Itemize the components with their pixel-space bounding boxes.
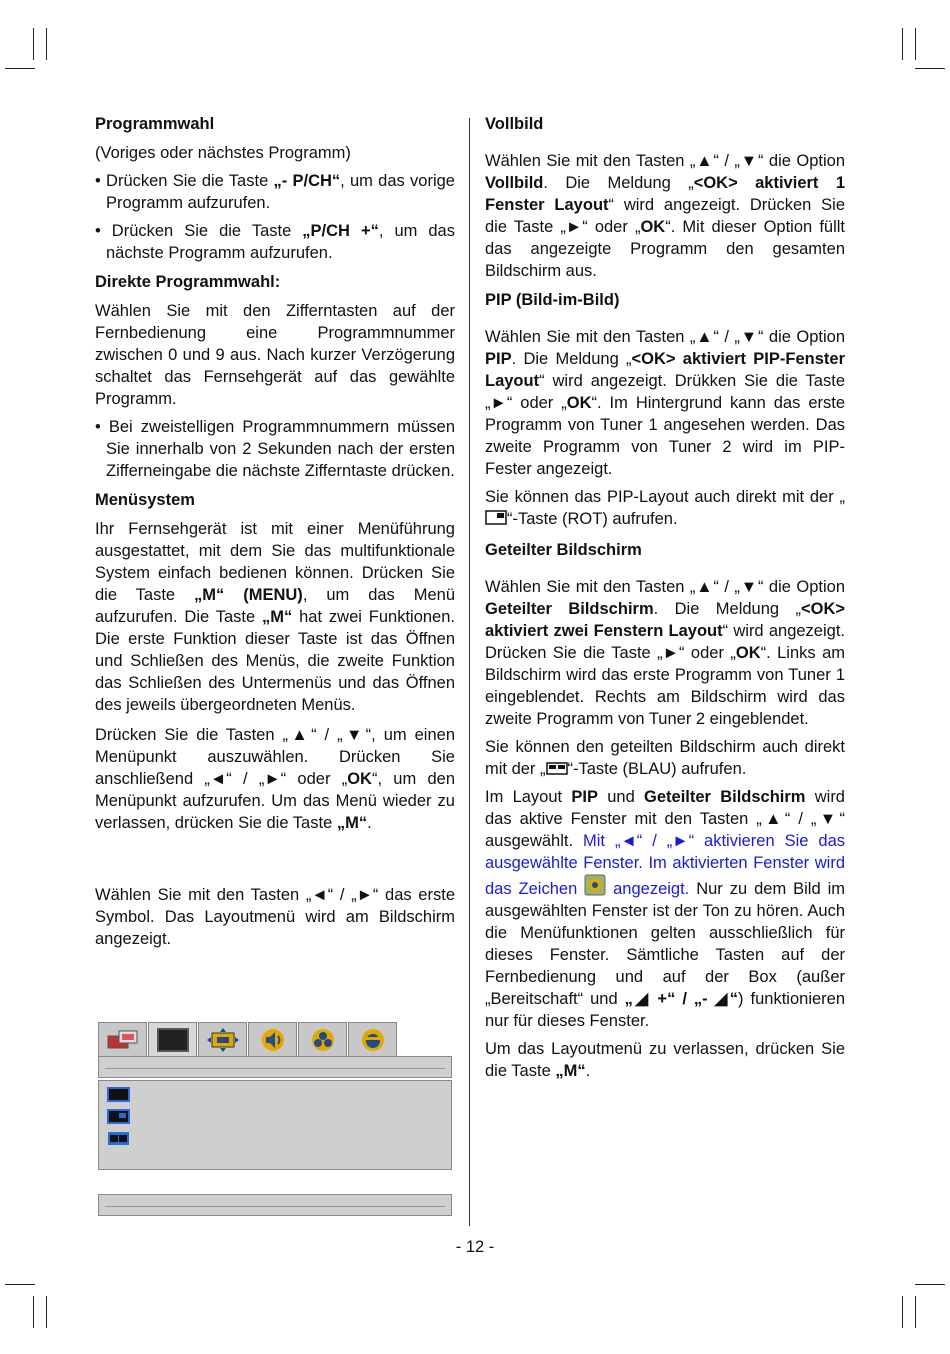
layout-options-panel xyxy=(98,1080,452,1170)
heading-direkte-programmwahl: Direkte Programmwahl: xyxy=(95,273,281,291)
heading-pip: PIP (Bild-im-Bild) xyxy=(485,291,620,309)
exit-layout-paragraph: Um das Layoutmenü zu verlassen, drücken Sie die Taste „M“. xyxy=(485,1040,845,1080)
features-tab-icon xyxy=(298,1022,347,1057)
install-tab-icon xyxy=(348,1022,397,1057)
bullet-prev-program: • Drücken Sie die Taste „- P/CH“, um das vorige Programm aufzurufen. xyxy=(95,172,455,212)
heading-vollbild: Vollbild xyxy=(485,115,544,133)
menu-paragraph-2: Drücken Sie die Tasten „▲“ / „▼“, um einen Menüpunkt auszuwählen. Drücken Sie anschließend „◄“ / „►“ oder „OK“, um den Menüpunkt aufzurufen. Um das Menü wieder zu verlassen, drücken Sie die Taste „M“. xyxy=(95,726,456,832)
split-option-icon xyxy=(107,1131,131,1147)
picture-tab-icon xyxy=(148,1022,197,1057)
active-window-sign-icon xyxy=(584,874,606,896)
layout-tab-icon xyxy=(98,1022,147,1057)
heading-menuesystem: Menüsystem xyxy=(95,491,195,509)
split-key-icon xyxy=(546,762,568,776)
pip-option-icon xyxy=(107,1109,131,1125)
position-tab-icon xyxy=(198,1022,247,1057)
bullet-next-program: • Drücken Sie die Taste „P/CH +“, um das nächste Programm aufzurufen. xyxy=(95,222,455,262)
active-window-paragraph: Im Layout PIP und Geteilter Bildschirm wird das aktive Fenster mit den Tasten „▲“ / „▼“ ausgewählt. Mit „◄“ / „►“ aktivieren Sie das ausgewählte Fenster. Im aktivierten Fenster wird das Zeichen angezeigt. Nur zu dem Bild im ausgewählten Fenster ist der Ton zu hören. Auch die Menüfunktionen gelten ausschließlich für dieses Fenster. Sämtliche Tasten auf der Fernbedienung und auf der Box (außer „Bereitschaft“ und „◢ +“ / „- ◢“) funktionieren nur für dieses Fenster. xyxy=(485,788,846,1030)
left-column xyxy=(95,112,455,956)
menu-paragraph-1: Ihr Fernsehgerät ist mit einer Menüführung ausgestattet, mit dem Sie das multifunktionale System einfach bedienen können. Drücken Sie die Taste „M“ (MENU), um das Menü aufzurufen. Die Taste „M“ hat zwei Funktionen. Die erste Funktion dieser Taste ist das Öffnen und Schließen des Menüs, die zweite Funktion das Schließen des Untermenüs und das Öffnen des jeweils übergeordneten Menüs. xyxy=(95,520,456,714)
menu-paragraph-3: Wählen Sie mit den Tasten „◄“ / „►“ das erste Symbol. Das Layoutmenü wird am Bildschirm angezeigt. xyxy=(95,886,455,948)
right-column xyxy=(485,112,845,1088)
menu-help-bar xyxy=(98,1194,452,1216)
menu-tab-bar xyxy=(98,1022,398,1056)
bullet-two-digit: • Bei zweistelligen Programmnummern müssen Sie innerhalb von 2 Sekunden nach der ersten Zifferneingabe die nächste Zifferntaste drücken. xyxy=(95,418,455,480)
layout-menu-illustration xyxy=(98,1022,452,1218)
column-divider xyxy=(469,118,470,1226)
split-blue-key-paragraph: Sie können den geteilten Bildschirm auch direkt mit der „ “-Taste (BLAU) aufrufen. xyxy=(485,738,845,778)
menu-title-bar xyxy=(98,1056,452,1078)
fullscreen-option-icon xyxy=(107,1087,131,1103)
split-paragraph: Wählen Sie mit den Tasten „▲“ / „▼“ die Option Geteilter Bildschirm. Die Meldung „<OK> aktiviert zwei Fenstern Layout“ wird angezeigt. Drücken Sie die Taste „►“ oder „OK“. Links am Bildschirm wird das erste Programm von Tuner 1 eingeblendet. Rechts am Bildschirm wird das zweite Programm von Tuner 2 eingeblendet. xyxy=(485,578,846,728)
vollbild-paragraph: Wählen Sie mit den Tasten „▲“ / „▼“ die Option Vollbild. Die Meldung „<OK> aktiviert 1 Fenster Layout“ wird angezeigt. Drücken Sie die Taste „►“ oder „OK“. Mit dieser Option füllt das angezeigte Programm den gesamten Bildschirm aus. xyxy=(485,152,845,280)
heading-programmwahl: Programmwahl xyxy=(95,115,215,133)
direkt-paragraph: Wählen Sie mit den Zifferntasten auf der Fernbedienung eine Programmnummer zwischen 0 und 9 aus. Nach kurzer Verzögerung schaltet das Fernsehgerät auf das gewählte Programm. xyxy=(95,302,455,408)
pip-key-icon xyxy=(485,510,507,526)
pip-paragraph: Wählen Sie mit den Tasten „▲“ / „▼“ die Option PIP. Die Meldung „<OK> aktiviert PIP-Fenster Layout“ wird angezeigt. Drükken Sie die Taste „►“ oder „OK“. Im Hintergrund kann das erste Programm von Tuner 1 angesehen werden. Das zweite Programm von Tuner 2 wird im PIP-Fester angezeigt. xyxy=(485,328,845,478)
page-number: - 12 - xyxy=(455,1238,495,1256)
programmwahl-subtitle: (Voriges oder nächstes Programm) xyxy=(95,144,351,162)
sound-tab-icon xyxy=(248,1022,297,1057)
pip-red-key-paragraph: Sie können das PIP-Layout auch direkt mit der „“-Taste (ROT) aufrufen. xyxy=(485,488,845,528)
heading-geteilter-bildschirm: Geteilter Bildschirm xyxy=(485,541,642,559)
